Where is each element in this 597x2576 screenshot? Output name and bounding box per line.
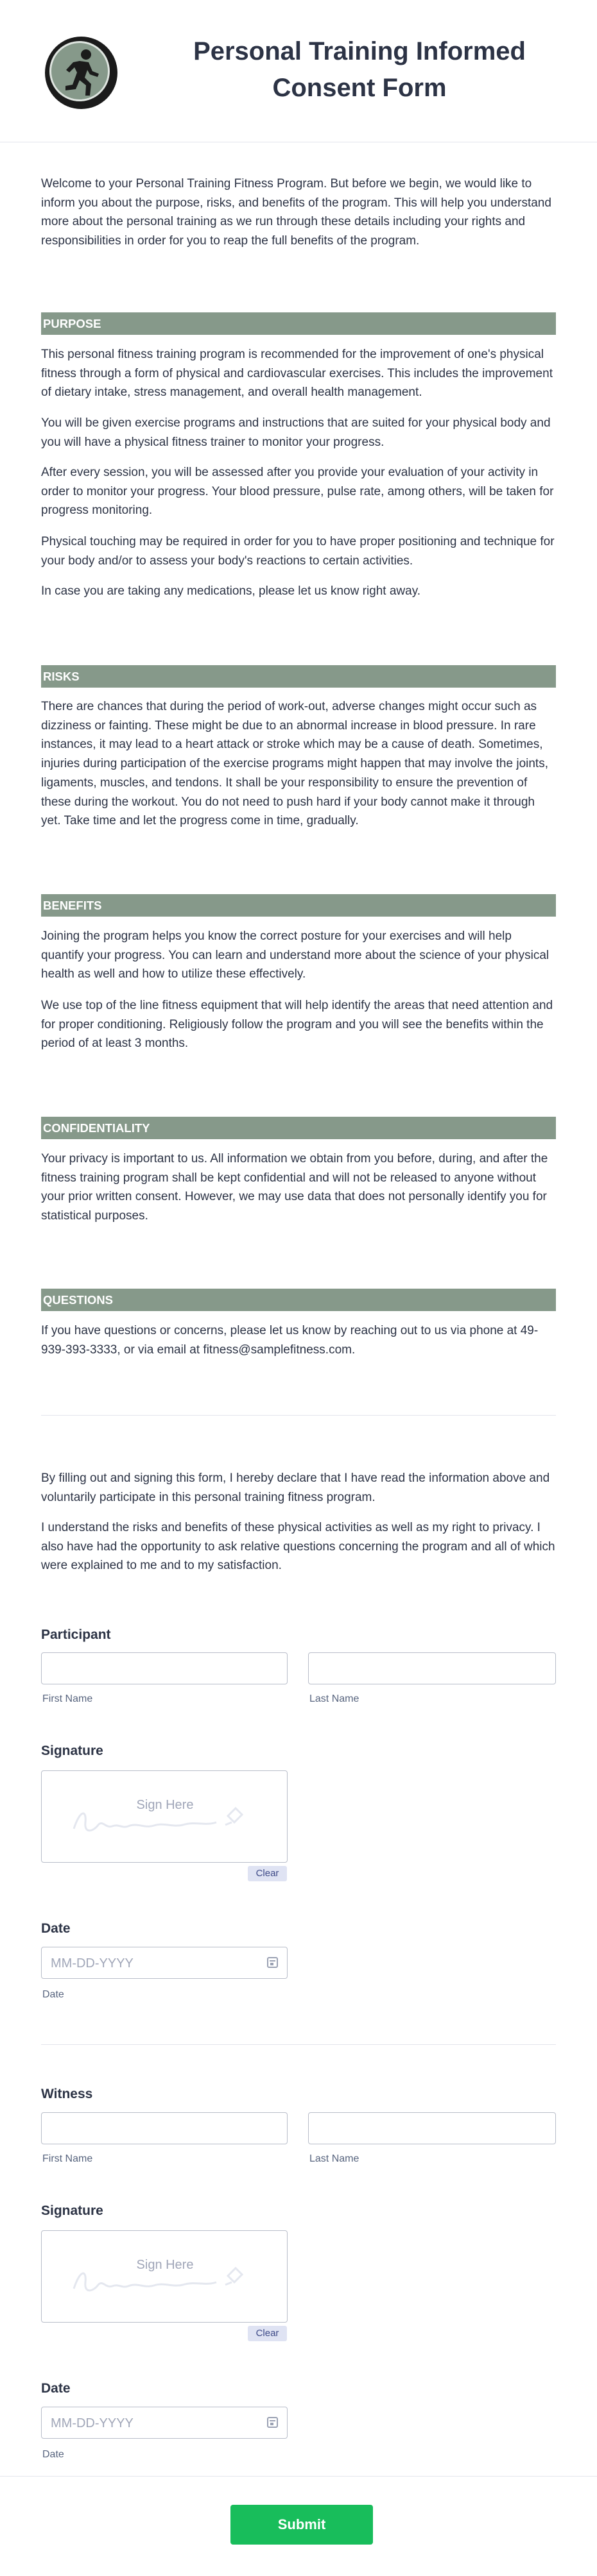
sign-here-text: Sign Here bbox=[136, 1798, 194, 1812]
risks-paragraph: There are chances that during the period of work-out, adverse changes might occur such as dizziness or fainting. These might be due to an abnormal increase in blood pressure. In rare instances, it may lead to a heart attack or stroke which may be a cause of death. Sometimes, injuries during participation of the exercise programs might happen that may involve the joints, ligaments, muscles, and tendons. It shall be your responsibility to ensure the prevention of these during the workout. You do not need to push hard if your body cannot make it through yet. Take time and let the progress come in time, gradually. bbox=[41, 700, 548, 828]
logo bbox=[45, 37, 117, 109]
purpose-paragraph: After every session, you will be assessed after you provide your evaluation of your activity in order to monitor your progress. Your blood pressure, pulse rate, among others, will be taken for progress monitoring. bbox=[41, 466, 554, 518]
participant-date-sublabel: Date bbox=[42, 1989, 64, 2000]
participant-date-input[interactable] bbox=[41, 1947, 288, 1979]
date-placeholder: MM-DD-YYYY bbox=[51, 1956, 134, 1970]
witness-last-name-input[interactable] bbox=[308, 2112, 556, 2144]
section-heading-risks: RISKS bbox=[41, 665, 556, 688]
section-heading-purpose: PURPOSE bbox=[41, 312, 556, 335]
declaration-paragraph: By filling out and signing this form, I hereby declare that I have read the information above and voluntarily participate in this personal training fitness program. bbox=[41, 1471, 550, 1504]
benefits-paragraph: We use top of the line fitness equipment that will help identify the areas that need attention and for proper conditioning. Religiously follow the program and you will see the benefits within the period of at least 3 months. bbox=[41, 999, 553, 1051]
intro-text: Welcome to your Personal Training Fitness Program. But before we begin, we would like to inform you about the purpose, risks, and benefits of the program. This will help you understand more about the personal training as we run through these details including your rights and responsibilities in order for you to reap the full benefits of the program. bbox=[41, 177, 551, 248]
witness-clear-button[interactable]: Clear bbox=[248, 2326, 287, 2341]
witness-last-name-sublabel: Last Name bbox=[309, 2153, 359, 2164]
section-heading-questions: QUESTIONS bbox=[41, 1289, 556, 1311]
sign-here-text: Sign Here bbox=[136, 2258, 194, 2272]
purpose-paragraph: This personal fitness training program is recommended for the improvement of one's physical fitness through a form of physical and cardiovascular exercises. This includes the improvement of dietary intake, stress management, and overall health management. bbox=[41, 348, 553, 400]
participant-signature-pad[interactable] bbox=[41, 1770, 288, 1863]
participant-last-name-sublabel: Last Name bbox=[309, 1693, 359, 1704]
participant-first-name-sublabel: First Name bbox=[42, 1693, 93, 1704]
witness-signature-pad[interactable] bbox=[41, 2230, 288, 2323]
calendar-icon[interactable] bbox=[267, 2417, 278, 2428]
witness-date-sublabel: Date bbox=[42, 2449, 64, 2460]
participant-clear-button[interactable]: Clear bbox=[248, 1866, 287, 1881]
witness-date-label: Date bbox=[41, 2381, 71, 2396]
form-header bbox=[0, 0, 597, 142]
participant-first-name-input[interactable] bbox=[41, 1652, 288, 1684]
witness-signature-label: Signature bbox=[41, 2203, 103, 2218]
divider bbox=[41, 1415, 556, 1416]
declaration-paragraph: I understand the risks and benefits of these physical activities as well as my right to privacy. I also have had the opportunity to ask relative questions concerning the program and all of which were explained to me and to my satisfaction. bbox=[41, 1521, 555, 1573]
running-man-icon bbox=[60, 48, 103, 97]
participant-date-label: Date bbox=[41, 1921, 71, 1936]
page-title: Personal Training Informed Consent Form bbox=[193, 37, 526, 102]
witness-label: Witness bbox=[41, 2087, 93, 2101]
questions-paragraph: If you have questions or concerns, please let us know by reaching out to us via phone at 49-939-393-3333, or via email at fitness@samplefitness.com. bbox=[41, 1324, 539, 1357]
divider bbox=[41, 2044, 556, 2045]
witness-date-input[interactable] bbox=[41, 2407, 288, 2439]
witness-first-name-input[interactable] bbox=[41, 2112, 288, 2144]
witness-first-name-sublabel: First Name bbox=[42, 2153, 93, 2164]
participant-label: Participant bbox=[41, 1627, 111, 1642]
section-heading-confidentiality: CONFIDENTIALITY bbox=[41, 1117, 556, 1139]
calendar-icon[interactable] bbox=[267, 1957, 278, 1968]
benefits-paragraph: Joining the program helps you know the correct posture for your exercises and will help quantify your progress. You can learn and understand more about the science of your physical health as well and how to utilize these effectively. bbox=[41, 929, 549, 981]
participant-signature-label: Signature bbox=[41, 1743, 103, 1758]
purpose-paragraph: Physical touching may be required in order for you to have proper positioning and technique for your body and/or to assess your body's reactions to certain activities. bbox=[41, 535, 555, 568]
submit-button[interactable]: Submit bbox=[230, 2505, 373, 2545]
participant-last-name-input[interactable] bbox=[308, 1652, 556, 1684]
section-heading-benefits: BENEFITS bbox=[41, 894, 556, 917]
date-placeholder: MM-DD-YYYY bbox=[51, 2416, 134, 2430]
purpose-paragraph: You will be given exercise programs and instructions that are suited for your physical body and you will have a physical fitness trainer to monitor your progress. bbox=[41, 416, 551, 449]
footer-divider bbox=[0, 2476, 597, 2477]
purpose-paragraph: In case you are taking any medications, please let us know right away. bbox=[41, 584, 421, 598]
confidentiality-paragraph: Your privacy is important to us. All information we obtain from you before, during, and after the fitness training program shall be kept confidential and will not be released to anyone without your prior written consent. However, we may use data that does not personally identify you for statistical purposes. bbox=[41, 1152, 548, 1223]
